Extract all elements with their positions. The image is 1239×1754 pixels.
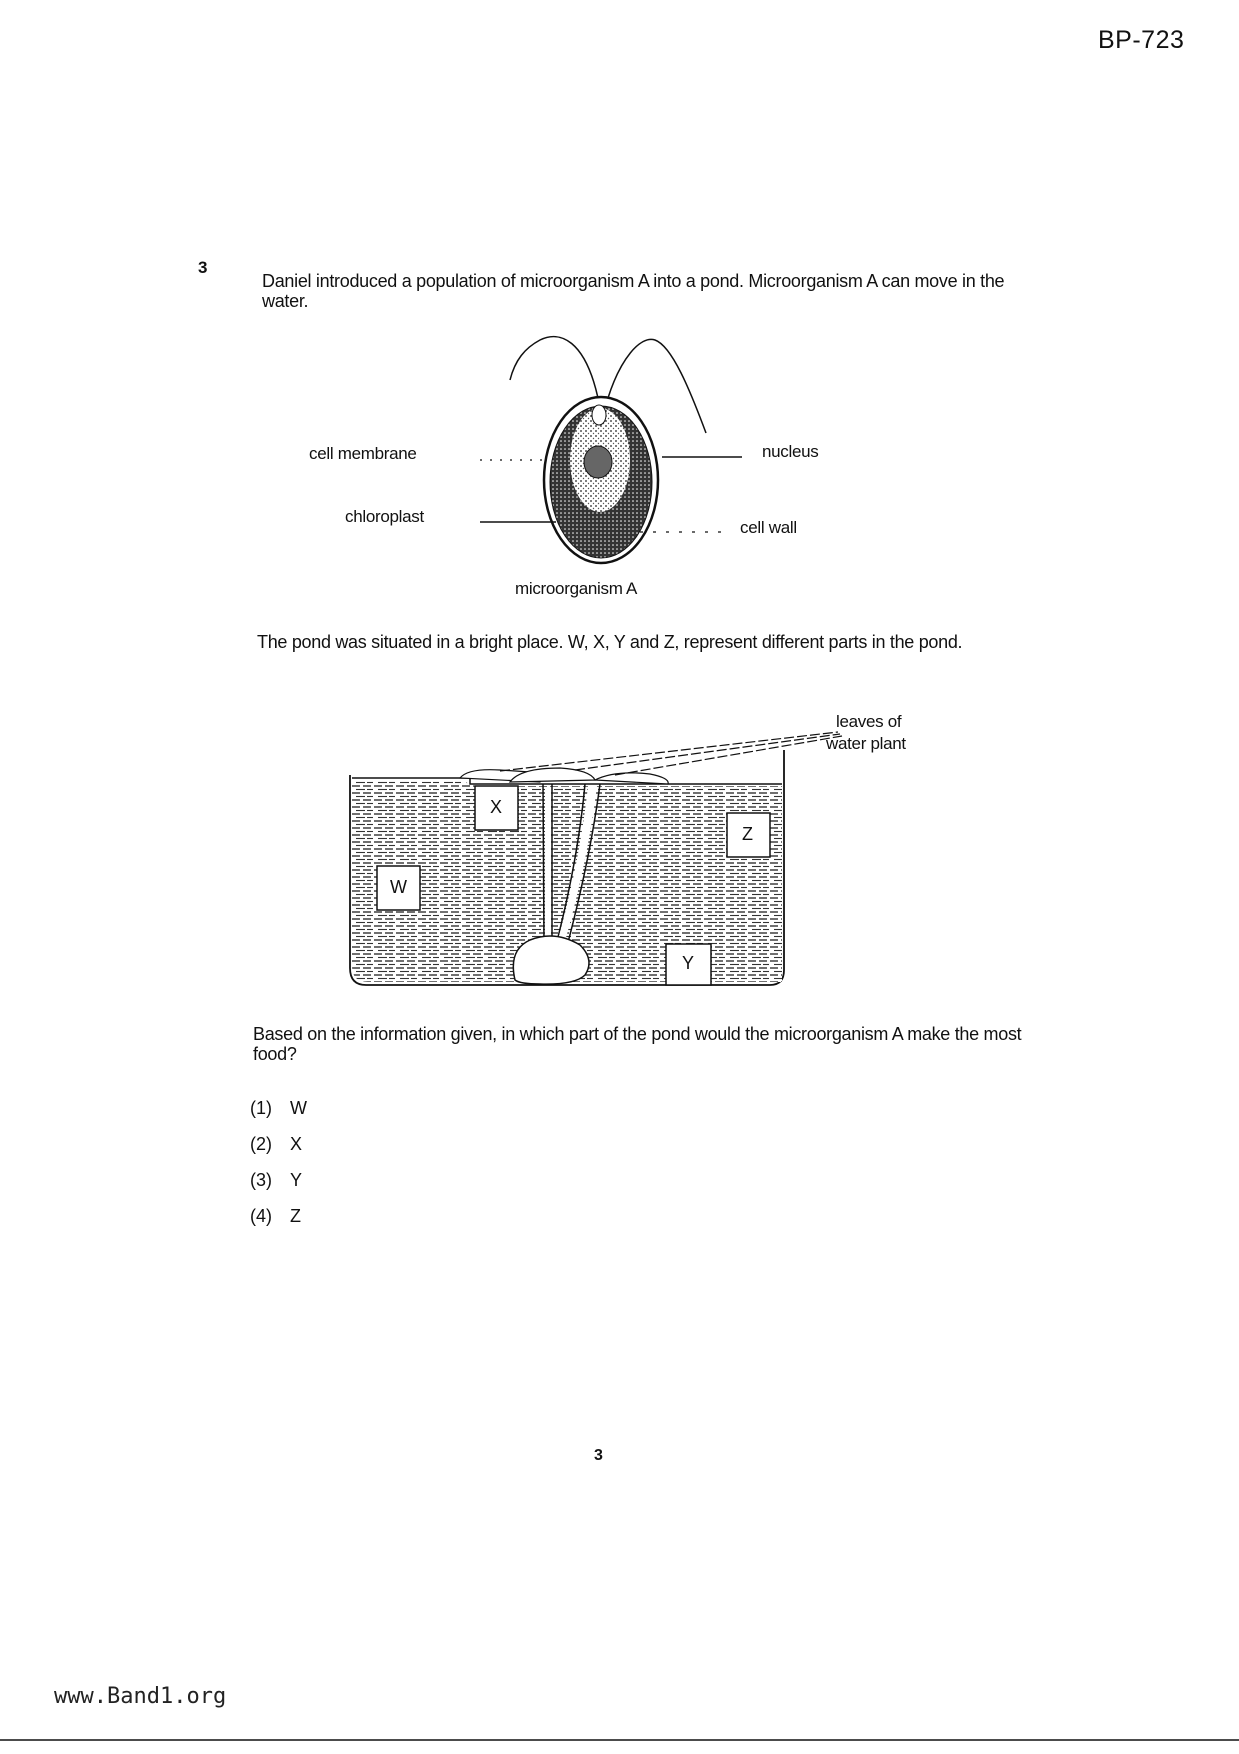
question-prompt: Based on the information given, in which part of the pond would the microorganism A make the most food?	[253, 1024, 1022, 1064]
option-number: (2)	[250, 1134, 272, 1154]
paper-code: BP-723	[1098, 26, 1185, 54]
microorganism-a-drawing	[510, 337, 706, 563]
option-text: X	[290, 1134, 303, 1154]
option-2[interactable]	[250, 1134, 302, 1155]
context-text: The pond was situated in a bright place. W, X, Y and Z, represent different parts in the pond.	[257, 632, 963, 652]
pond-diagram	[350, 732, 842, 985]
figure-caption: microorganism A	[515, 579, 638, 598]
option-text: Z	[290, 1206, 301, 1226]
option-number: (1)	[250, 1098, 272, 1118]
option-1[interactable]	[250, 1098, 307, 1119]
box-label-z: Z	[742, 824, 753, 844]
option-number: (4)	[250, 1206, 272, 1226]
option-text: W	[290, 1098, 307, 1118]
question-number: 3	[198, 258, 208, 277]
leaf-shape	[510, 768, 595, 782]
box-label-w: W	[390, 877, 407, 897]
label-leaves-line1: leaves of	[836, 712, 902, 731]
option-number: (3)	[250, 1170, 272, 1190]
option-3[interactable]	[250, 1170, 302, 1191]
question-intro: Daniel introduced a population of microorganism A into a pond. Microorganism A can move in the water.	[262, 271, 1005, 311]
label-chloroplast: chloroplast	[345, 507, 424, 526]
label-nucleus: nucleus	[762, 442, 819, 461]
label-cell-membrane: cell membrane	[309, 444, 417, 463]
label-cell-wall: cell wall	[740, 518, 797, 537]
box-label-y: Y	[682, 953, 694, 973]
leaf-shape	[595, 773, 668, 784]
option-text: Y	[290, 1170, 303, 1190]
footer-site-link[interactable]: www.Band1.org	[54, 1684, 227, 1709]
page-number: 3	[594, 1447, 603, 1464]
label-leaves-line2: water plant	[826, 734, 906, 753]
box-label-x: X	[490, 797, 502, 817]
option-4[interactable]	[250, 1206, 301, 1227]
rock-shape	[513, 936, 589, 984]
